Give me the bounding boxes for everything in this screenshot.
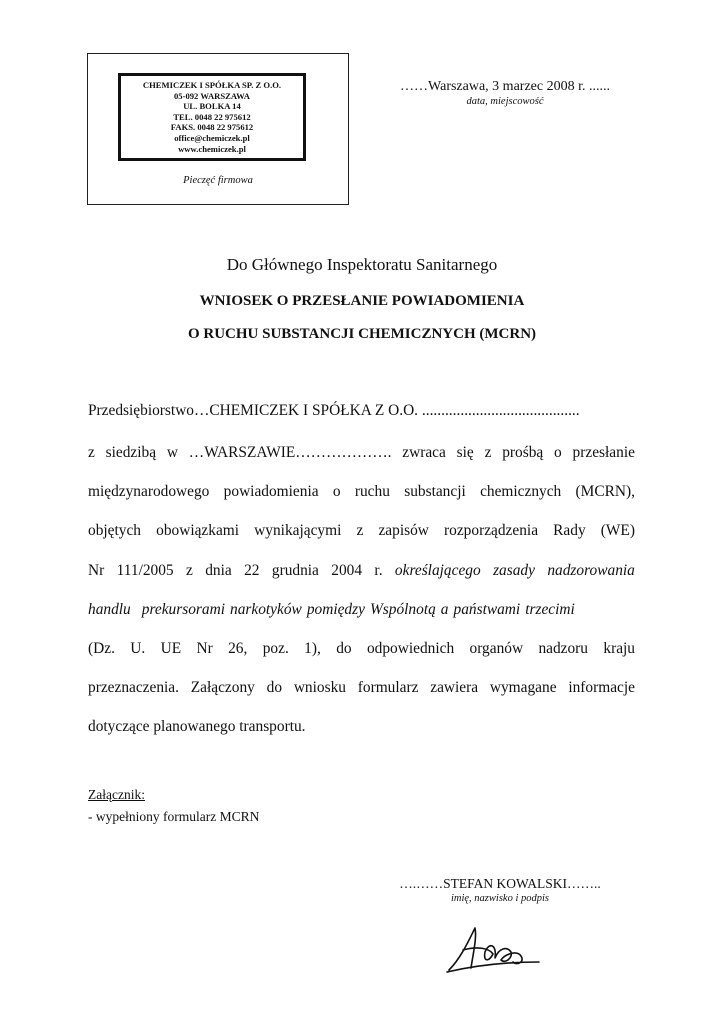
word: grudnia <box>271 562 319 579</box>
word: zapisów <box>378 522 429 539</box>
word: UE <box>160 640 182 657</box>
attachment-item: - wypełniony formularz MCRN <box>88 809 260 824</box>
word: z <box>356 522 364 539</box>
word: handlu <box>88 601 131 618</box>
body-line-3 <box>88 483 635 501</box>
word: formularz <box>357 679 419 696</box>
word: z <box>186 562 193 579</box>
word: 26, <box>228 640 248 657</box>
stamp-line: www.chemiczek.pl <box>178 143 246 154</box>
word: do <box>266 679 283 696</box>
word: a <box>440 601 449 618</box>
word: wniosku <box>293 679 346 696</box>
word: Rady <box>553 522 586 539</box>
attachment-label: Załącznik: <box>88 787 145 802</box>
stamp-line: CHEMICZEK I SPÓŁKA SP. Z O.O. <box>142 80 282 90</box>
word: substancji <box>404 483 466 500</box>
body-line-5 <box>88 562 635 580</box>
body-line-6 <box>88 601 608 619</box>
stamp-line: UL. BOLKA 14 <box>183 101 241 112</box>
word: ruchu <box>354 483 390 500</box>
word: przesłanie <box>572 444 635 461</box>
word: obowiązkami <box>156 522 240 539</box>
word: chemicznych <box>480 483 562 500</box>
word: rozporządzenia <box>444 522 539 539</box>
word: do <box>336 640 352 657</box>
word: dnia <box>205 562 232 579</box>
signature-caption: imię, nazwisko i podpis <box>450 893 549 904</box>
word: nadzoru <box>538 640 589 657</box>
word: wynikającymi <box>254 522 342 539</box>
word: 111/2005 <box>116 562 174 579</box>
stamp-line: office@chemiczek.pl <box>174 132 250 143</box>
word: przeznaczenia. <box>88 679 179 696</box>
word: odpowiednich <box>366 640 455 657</box>
word: organów <box>469 640 524 657</box>
word: objętych <box>88 522 141 539</box>
word: …WARSZAWIE………………. <box>188 444 392 461</box>
word: 2004 <box>331 562 363 579</box>
word: z <box>88 444 95 461</box>
signatory-name: ….……STEFAN KOWALSKI…….. <box>399 876 601 891</box>
word: prekursorami <box>141 601 225 618</box>
word: zawiera <box>430 679 479 696</box>
word: Wspólnotą <box>369 601 436 618</box>
word: Nr <box>88 562 105 579</box>
stamp-caption: Pieczęć firmowa <box>183 175 253 186</box>
word: prośbą <box>502 444 544 461</box>
body-line-1: Przedsiębiorstwo…CHEMICZEK I SPÓŁKA Z O.O. ......................................... <box>88 402 580 419</box>
word: się <box>456 444 474 461</box>
word: Załączony <box>190 679 255 696</box>
word: U. <box>130 640 146 657</box>
word: określającego <box>394 562 481 579</box>
date-place-caption: data, miejscowość <box>466 96 544 107</box>
word: międzynarodowego <box>88 483 210 500</box>
body-line-8 <box>88 679 635 697</box>
word: (MCRN), <box>575 483 635 500</box>
company-stamp <box>118 73 306 161</box>
body-line-2 <box>88 444 635 462</box>
word: kraju <box>603 640 635 657</box>
stamp-line: FAKS. 0048 22 975612 <box>170 122 254 133</box>
date-place: ……Warszawa, 3 marzec 2008 r. ...... <box>400 79 610 94</box>
word: Nr <box>196 640 213 657</box>
word: trzecimi <box>525 601 575 618</box>
word: (Dz. <box>88 640 115 657</box>
word: 1), <box>304 640 321 657</box>
word: 22 <box>244 562 260 579</box>
word: wymagane <box>489 679 557 696</box>
handwritten-signature <box>443 918 543 978</box>
word: w <box>166 444 178 461</box>
body-line-4 <box>88 522 635 540</box>
word: państwami <box>453 601 521 618</box>
word: r. <box>374 562 383 579</box>
body-line-7 <box>88 640 635 658</box>
word: pomiędzy <box>306 601 365 618</box>
word: zwraca <box>402 444 446 461</box>
body-line-9: dotyczące planowanego transportu. <box>88 718 306 735</box>
document-title-line-1: WNIOSEK O PRZESŁANIE POWIADOMIENIA <box>199 293 525 309</box>
word: powiadomienia <box>223 483 319 500</box>
word: nadzorowania <box>547 562 635 579</box>
word: o <box>554 444 562 461</box>
word: poz. <box>262 640 289 657</box>
stamp-line: TEL. 0048 22 975612 <box>173 111 251 122</box>
word: siedzibą <box>105 444 157 461</box>
stamp-line: 05-092 WARSZAWA <box>173 90 250 101</box>
word: informacje <box>568 679 635 696</box>
word: (WE) <box>600 522 635 539</box>
word: zasady <box>493 562 535 579</box>
addressee: Do Głównego Inspektoratu Sanitarnego <box>226 255 498 274</box>
word: narkotyków <box>230 601 302 618</box>
document-title-line-2: O RUCHU SUBSTANCJI CHEMICZNYCH (MCRN) <box>187 326 537 342</box>
word: o <box>332 483 341 500</box>
word: z <box>484 444 492 461</box>
